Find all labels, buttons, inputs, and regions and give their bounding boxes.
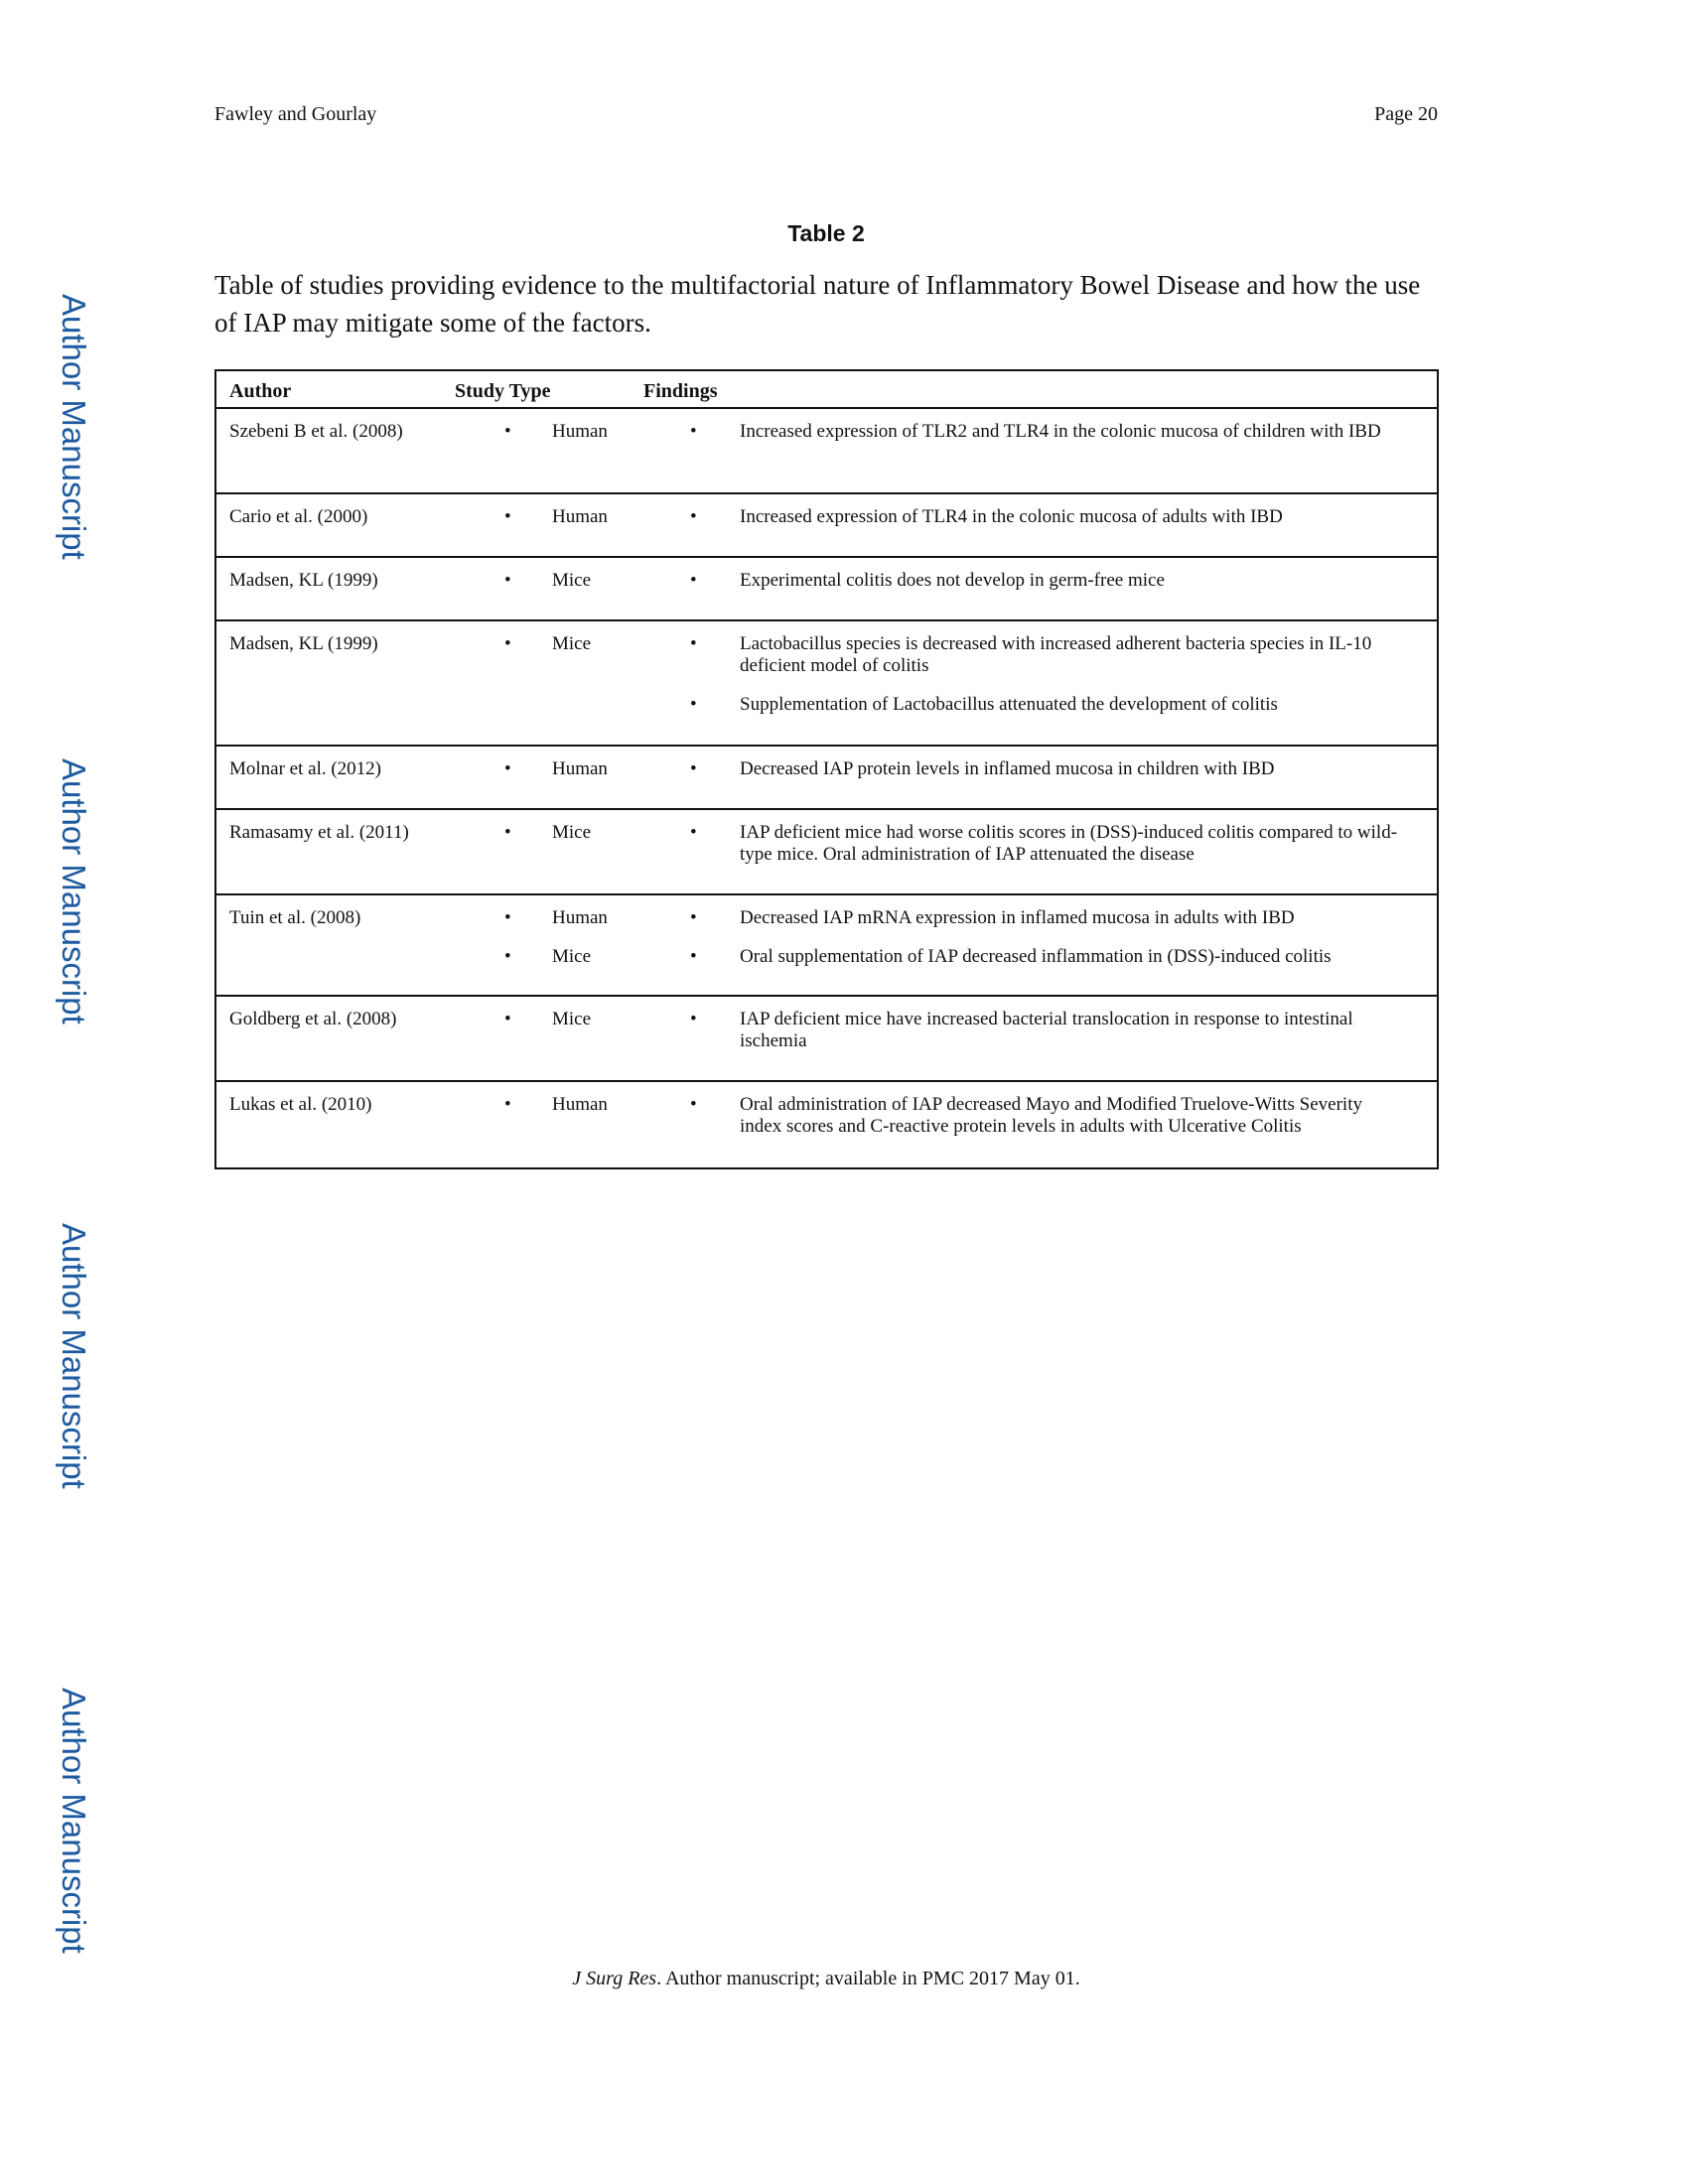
bullet-glyph: •	[690, 633, 697, 654]
cell-study-type	[504, 1094, 608, 1133]
bullet-glyph: •	[690, 421, 697, 442]
finding-text: Lactobacillus species is decreased with increased adherent bacteria species in IL-10 deficient model of colitis	[740, 633, 1372, 676]
cell-author: Tuin et al. (2008)	[229, 907, 361, 928]
table-row	[216, 494, 1437, 558]
finding-item	[690, 946, 1405, 968]
cell-findings	[690, 1009, 1405, 1069]
cell-findings	[690, 421, 1405, 460]
bullet-glyph: •	[504, 1009, 511, 1029]
column-header-author: Author	[229, 380, 292, 402]
finding-text: Increased expression of TLR4 in the colonic mucosa of adults with IBD	[740, 506, 1283, 527]
study-type-item	[504, 758, 608, 780]
footer-availability: . Author manuscript; available in PMC 2017 May 01.	[656, 1968, 1080, 1989]
table-row	[216, 409, 1437, 494]
cell-author: Cario et al. (2000)	[229, 506, 368, 527]
study-type-item	[504, 633, 591, 655]
finding-item	[690, 570, 1405, 592]
cell-study-type	[504, 907, 608, 985]
finding-item	[690, 1094, 1405, 1138]
cell-study-type	[504, 506, 608, 545]
finding-text: Increased expression of TLR2 and TLR4 in the colonic mucosa of children with IBD	[740, 421, 1381, 442]
study-type-item	[504, 1009, 591, 1030]
study-type-text: Mice	[552, 1009, 592, 1029]
bullet-glyph: •	[690, 758, 697, 779]
finding-text: Oral supplementation of IAP decreased inflammation in (DSS)-induced colitis	[740, 946, 1332, 967]
side-watermark-label: Author Manuscript	[56, 758, 92, 1024]
finding-item	[690, 758, 1405, 780]
study-type-text: Mice	[552, 822, 592, 843]
finding-item	[690, 421, 1405, 443]
cell-findings	[690, 758, 1405, 797]
side-watermark-label: Author Manuscript	[56, 294, 92, 560]
finding-item	[690, 694, 1405, 716]
bullet-glyph: •	[504, 506, 511, 527]
study-type-text: Human	[552, 506, 608, 527]
study-type-text: Human	[552, 1094, 608, 1115]
cell-study-type	[504, 822, 591, 861]
side-watermark-label: Author Manuscript	[56, 1688, 92, 1954]
finding-text: Decreased IAP mRNA expression in inflamed mucosa in adults with IBD	[740, 907, 1295, 928]
study-type-text: Human	[552, 421, 608, 442]
cell-author: Szebeni B et al. (2008)	[229, 421, 403, 442]
cell-findings	[690, 907, 1405, 985]
table-row	[216, 810, 1437, 895]
finding-item	[690, 907, 1405, 929]
running-header-authors: Fawley and Gourlay	[214, 103, 377, 125]
bullet-glyph: •	[504, 946, 511, 967]
table-header-row	[216, 371, 1437, 409]
bullet-glyph: •	[690, 822, 697, 843]
finding-item	[690, 633, 1405, 677]
cell-author: Madsen, KL (1999)	[229, 633, 378, 654]
table-row	[216, 1082, 1437, 1167]
bullet-glyph: •	[690, 1094, 697, 1115]
finding-text: Oral administration of IAP decreased Mayo and Modified Truelove-Witts Severity index scores and C-reactive protein levels in adults with Ulcerative Colitis	[740, 1094, 1362, 1137]
cell-findings	[690, 822, 1405, 883]
table-row	[216, 997, 1437, 1082]
table-row	[216, 895, 1437, 997]
column-header-study-type: Study Type	[455, 380, 551, 402]
finding-item	[690, 506, 1405, 528]
cell-author: Ramasamy et al. (2011)	[229, 822, 409, 843]
bullet-glyph: •	[690, 694, 697, 715]
finding-text: Decreased IAP protein levels in inflamed mucosa in children with IBD	[740, 758, 1275, 779]
study-type-item	[504, 1094, 608, 1116]
cell-findings	[690, 570, 1405, 609]
cell-findings	[690, 1094, 1405, 1155]
journal-name: J Surg Res	[572, 1968, 657, 1989]
table-title: Table 2	[787, 220, 865, 246]
finding-text: IAP deficient mice had worse colitis scores in (DSS)-induced colitis compared to wild-type mice. Oral administration of IAP attenuated the disease	[740, 822, 1398, 865]
cell-author: Lukas et al. (2010)	[229, 1094, 372, 1115]
cell-study-type	[504, 1009, 591, 1047]
bullet-glyph: •	[504, 758, 511, 779]
bullet-glyph: •	[690, 1009, 697, 1029]
bullet-glyph: •	[504, 907, 511, 928]
cell-author: Molnar et al. (2012)	[229, 758, 382, 779]
cell-study-type	[504, 421, 608, 460]
study-type-item	[504, 421, 608, 443]
study-type-text: Human	[552, 907, 608, 928]
study-type-text: Human	[552, 758, 608, 779]
finding-item	[690, 822, 1405, 866]
cell-author: Goldberg et al. (2008)	[229, 1009, 397, 1029]
cell-study-type	[504, 633, 591, 672]
cell-study-type	[504, 570, 591, 609]
side-watermark-label: Author Manuscript	[56, 1223, 92, 1489]
bullet-glyph: •	[504, 421, 511, 442]
studies-table	[214, 369, 1439, 1169]
page-number: Page 20	[1374, 103, 1438, 125]
table-row	[216, 621, 1437, 747]
bullet-glyph: •	[690, 506, 697, 527]
bullet-glyph: •	[690, 570, 697, 591]
cell-findings	[690, 633, 1405, 733]
study-type-item	[504, 506, 608, 528]
study-type-text: Mice	[552, 946, 592, 967]
study-type-text: Mice	[552, 633, 592, 654]
bullet-glyph: •	[504, 822, 511, 843]
bullet-glyph: •	[690, 907, 697, 928]
study-type-item	[504, 570, 591, 592]
bullet-glyph: •	[690, 946, 697, 967]
cell-author: Madsen, KL (1999)	[229, 570, 378, 591]
table-row	[216, 558, 1437, 621]
study-type-item	[504, 907, 608, 929]
finding-text: Experimental colitis does not develop in germ-free mice	[740, 570, 1165, 591]
table-caption: Table of studies providing evidence to the multifactorial nature of Inflammatory Bowel Disease and how the use of IAP may mitigate some of the factors.	[214, 270, 1421, 338]
bullet-glyph: •	[504, 570, 511, 591]
page-footer	[0, 1968, 1652, 1990]
bullet-glyph: •	[504, 1094, 511, 1115]
study-type-item	[504, 822, 591, 844]
finding-item	[690, 1009, 1405, 1052]
study-type-text: Mice	[552, 570, 592, 591]
study-type-item	[504, 946, 608, 968]
table-row	[216, 747, 1437, 810]
finding-text: Supplementation of Lactobacillus attenuated the development of colitis	[740, 694, 1278, 715]
cell-study-type	[504, 758, 608, 797]
table-body	[216, 409, 1437, 1167]
column-header-findings: Findings	[643, 380, 718, 402]
finding-text: IAP deficient mice have increased bacterial translocation in response to intestinal ischemia	[740, 1009, 1353, 1051]
cell-findings	[690, 506, 1405, 545]
bullet-glyph: •	[504, 633, 511, 654]
